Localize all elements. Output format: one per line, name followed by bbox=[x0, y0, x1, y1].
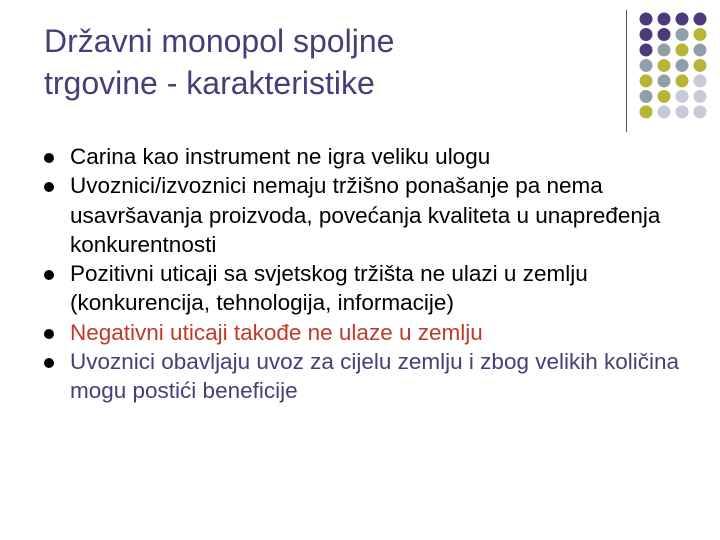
bullet-text: Uvoznici obavljaju uvoz za cijelu zemlju i zbog velikih količina mogu postići beneficije bbox=[70, 349, 680, 404]
decorative-dot bbox=[694, 28, 707, 41]
decorative-dot bbox=[676, 74, 689, 87]
bullet-item bbox=[44, 259, 694, 318]
decorative-dot bbox=[640, 28, 653, 41]
decorative-dot bbox=[694, 74, 707, 87]
decorative-dot bbox=[676, 59, 689, 72]
bullet-dot-icon bbox=[44, 153, 54, 163]
decorative-dot bbox=[694, 105, 707, 118]
decorative-dot bbox=[658, 28, 671, 41]
slide-title-line-2: trgovine - karakteristike bbox=[44, 65, 375, 101]
bullet-item bbox=[44, 318, 694, 347]
decorative-dot bbox=[676, 90, 689, 103]
bullet-item bbox=[44, 142, 694, 171]
decorative-dot bbox=[676, 28, 689, 41]
divider-line bbox=[626, 10, 627, 132]
decorative-dot bbox=[658, 59, 671, 72]
bullet-text: Pozitivni uticaji sa svjetskog tržišta ne ulazi u zemlju (konkurencija, tehnologija, informacije) bbox=[70, 261, 588, 316]
decorative-dot bbox=[694, 90, 707, 103]
decorative-dot bbox=[694, 59, 707, 72]
decorative-dot bbox=[658, 90, 671, 103]
decorative-dot bbox=[640, 43, 653, 56]
decorative-dot bbox=[640, 105, 653, 118]
decorative-dot bbox=[658, 74, 671, 87]
decorative-dot bbox=[640, 59, 653, 72]
bullet-item bbox=[44, 347, 694, 406]
decorative-dot bbox=[640, 13, 653, 26]
decorative-dot bbox=[658, 13, 671, 26]
decorative-dot bbox=[640, 74, 653, 87]
decorative-dot bbox=[658, 43, 671, 56]
bullet-text: Uvoznici/izvoznici nemaju tržišno ponašanje pa nema usavršavanja proizvoda, povećanja kvaliteta u unapređenja konkurentnosti bbox=[70, 173, 661, 257]
decorative-dot bbox=[694, 43, 707, 56]
decorative-dot bbox=[694, 13, 707, 26]
bullet-dot-icon bbox=[44, 329, 54, 339]
decorative-dot bbox=[658, 105, 671, 118]
decorative-dot bbox=[676, 13, 689, 26]
decorative-dot bbox=[676, 43, 689, 56]
bullet-dot-icon bbox=[44, 270, 54, 280]
bullet-dot-icon bbox=[44, 182, 54, 192]
bullet-item bbox=[44, 171, 694, 259]
bullet-dot-icon bbox=[44, 358, 54, 368]
slide-title bbox=[44, 20, 604, 104]
decorative-dot-grid bbox=[638, 12, 720, 122]
bullet-text: Carina kao instrument ne igra veliku ulogu bbox=[70, 144, 491, 169]
decorative-dot bbox=[676, 105, 689, 118]
bullet-text: Negativni uticaji takođe ne ulaze u zemlju bbox=[70, 319, 483, 345]
slide-title-line-1: Državni monopol spoljne bbox=[44, 23, 395, 59]
decorative-dot bbox=[640, 90, 653, 103]
bullet-list bbox=[44, 142, 694, 406]
